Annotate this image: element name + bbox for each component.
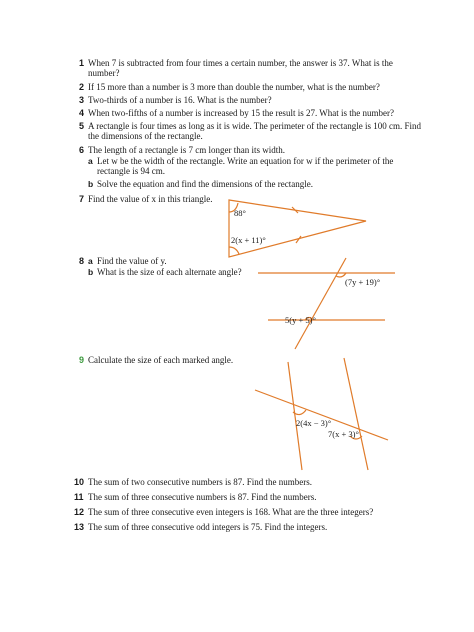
- question-number-8: 8: [79, 256, 85, 266]
- question-4-text: When two-fifths of a number is increased by 15 the result is 27. What is the number?: [88, 108, 395, 118]
- question-number-10: 10: [74, 477, 85, 487]
- parallel-lines-diagram: [258, 258, 395, 349]
- parallel-angle-bottom-label: 5(y + 5)°: [285, 315, 316, 325]
- question-8-part-b-letter: b: [88, 267, 94, 277]
- question-6-part-a-line-1: Let w be the width of the rectangle. Write an equation for w if the perimeter of the: [97, 156, 394, 166]
- question-number-9: 9: [79, 355, 85, 365]
- triangle-angle-top-label: 88°: [234, 208, 246, 218]
- question-number-11: 11: [74, 492, 84, 502]
- question-5-text-line-2: the dimensions of the rectangle.: [88, 131, 203, 141]
- question-2-text: If 15 more than a number is 3 more than double the number, what is the number?: [88, 82, 380, 92]
- question-12-text: The sum of three consecutive even integers is 168. What are the three integers?: [88, 507, 374, 517]
- question-number-12: 12: [74, 507, 85, 517]
- question-1-text-line-2: number?: [88, 68, 120, 78]
- question-13-text: The sum of three consecutive odd integers is 75. Find the integers.: [88, 522, 328, 532]
- question-6-text: The length of a rectangle is 7 cm longer than its width.: [88, 145, 285, 155]
- question-6-part-b-letter: b: [88, 179, 94, 189]
- question-number-3: 3: [79, 95, 85, 105]
- question-8-part-a-letter: a: [88, 256, 93, 266]
- transversal-line: [295, 258, 346, 349]
- parallel-angle-top-label: (7y + 19)°: [345, 277, 381, 287]
- question-number-6: 6: [79, 145, 85, 155]
- right-line: [344, 358, 368, 470]
- question-9-text: Calculate the size of each marked angle.: [88, 355, 234, 365]
- question-number-2: 2: [79, 82, 85, 92]
- question-6-part-a-letter: a: [88, 156, 93, 166]
- question-number-4: 4: [79, 108, 85, 118]
- triangle-angle-bottom-label: 2(x + 11)°: [231, 235, 266, 245]
- triangle-diagram: [229, 200, 366, 257]
- left-line: [288, 362, 302, 470]
- angle-arc-bottom: [229, 247, 239, 254]
- crossing-line: [255, 390, 388, 440]
- question-number-1: 1: [79, 58, 85, 68]
- trapezium-angle-left-label: 2(4x − 3)°: [296, 418, 332, 428]
- question-number-5: 5: [79, 121, 85, 131]
- question-1-text-line-1: When 7 is subtracted from four times a certain number, the answer is 37. What is the: [88, 58, 393, 68]
- trapezium-diagram: [255, 358, 388, 470]
- question-6-part-a-line-2: rectangle is 94 cm.: [97, 166, 165, 176]
- question-6-part-b-text: Solve the equation and find the dimensions of the rectangle.: [97, 179, 313, 189]
- trapezium-angle-right-label: 7(x + 3)°: [328, 429, 359, 439]
- question-number-7: 7: [79, 194, 85, 204]
- question-10-text: The sum of two consecutive numbers is 87. Find the numbers.: [88, 477, 312, 487]
- question-7-text: Find the value of x in this triangle.: [88, 194, 213, 204]
- question-3-text: Two-thirds of a number is 16. What is the number?: [88, 95, 272, 105]
- triangle-shape: [229, 200, 366, 257]
- question-8-part-b-text: What is the size of each alternate angle?: [97, 267, 242, 277]
- question-number-13: 13: [74, 522, 85, 532]
- question-5-text-line-1: A rectangle is four times as long as it is wide. The perimeter of the rectangle is 100 cm. Find: [88, 121, 421, 131]
- question-8-part-a-text: Find the value of y.: [97, 256, 167, 266]
- question-11-text: The sum of three consecutive numbers is 87. Find the numbers.: [88, 492, 317, 502]
